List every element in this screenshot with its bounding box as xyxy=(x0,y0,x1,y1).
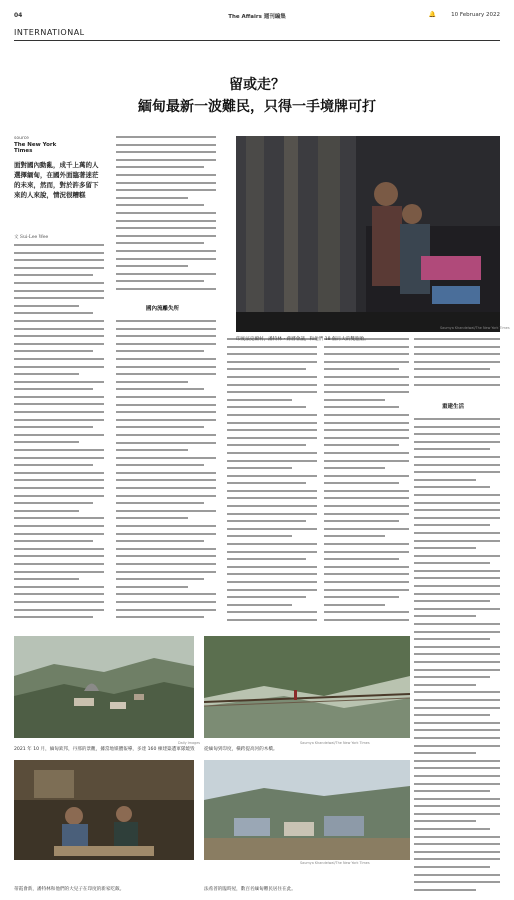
text-line xyxy=(414,615,476,617)
text-line xyxy=(414,433,500,435)
text-line xyxy=(324,368,399,370)
text-line xyxy=(324,452,409,454)
text-line xyxy=(116,288,216,290)
page-header xyxy=(14,10,500,22)
text-line xyxy=(116,434,216,436)
text-line xyxy=(116,328,216,330)
text-line xyxy=(414,384,500,386)
text-line xyxy=(116,601,216,603)
text-line xyxy=(116,366,216,368)
text-line xyxy=(116,548,216,550)
text-line xyxy=(414,562,490,564)
section-rule xyxy=(14,40,500,41)
text-line xyxy=(414,798,500,800)
text-line xyxy=(14,472,104,474)
text-line xyxy=(14,350,93,352)
text-line xyxy=(14,449,104,451)
text-line xyxy=(14,426,93,428)
text-line xyxy=(414,547,476,549)
text-line xyxy=(14,244,104,246)
text-line xyxy=(14,616,93,618)
text-line xyxy=(227,611,317,613)
text-line xyxy=(14,373,79,375)
text-line xyxy=(14,578,79,580)
text-line xyxy=(227,497,317,499)
text-line xyxy=(227,368,306,370)
text-line xyxy=(227,391,317,393)
text-line xyxy=(14,609,104,611)
text-line xyxy=(116,189,216,191)
text-line xyxy=(116,609,216,611)
text-line xyxy=(414,836,500,838)
text-line xyxy=(414,881,500,883)
text-line xyxy=(324,581,409,583)
text-line xyxy=(116,343,216,345)
text-line xyxy=(116,426,204,428)
text-line xyxy=(116,242,204,244)
text-line xyxy=(324,361,409,363)
landscape-photo-caption: 2021 年 10 月，緬甸欽邦，丹那的景觀，據當地媒體報導，多達 160 棟建築遭軍隊燒毀 xyxy=(14,747,195,752)
text-line xyxy=(14,502,93,504)
text-line xyxy=(14,479,104,481)
text-line xyxy=(414,866,490,868)
text-line xyxy=(227,551,317,553)
main-photo-caption: 印度法克爾村，潘特林・蔣曆會議，和他們 18 個月大的雙胞胎。 xyxy=(236,337,369,342)
text-line xyxy=(414,418,500,420)
text-line xyxy=(227,604,292,606)
text-line xyxy=(414,502,500,504)
text-line xyxy=(116,166,204,168)
bell-icon: 🔔 xyxy=(428,11,436,18)
page-number: 04 xyxy=(14,12,23,19)
text-line xyxy=(227,399,292,401)
text-line xyxy=(116,396,216,398)
text-line xyxy=(227,535,292,537)
text-line xyxy=(414,722,500,724)
landscape-photo xyxy=(14,636,194,738)
text-line xyxy=(414,593,500,595)
text-line xyxy=(324,353,409,355)
text-line xyxy=(227,543,317,545)
text-line xyxy=(14,343,104,345)
text-line xyxy=(414,346,500,348)
text-line xyxy=(116,227,216,229)
text-line xyxy=(414,509,500,511)
shelter-photo-caption: 法希普的臨時屋，數百名緬甸難民居住在此。 xyxy=(204,887,296,892)
text-line xyxy=(324,444,399,446)
text-line xyxy=(324,558,399,560)
text-line xyxy=(414,745,500,747)
main-photo xyxy=(236,136,500,332)
text-line xyxy=(414,646,500,648)
text-line xyxy=(116,533,216,535)
text-line xyxy=(414,464,500,466)
text-line xyxy=(414,585,500,587)
text-line xyxy=(14,312,93,314)
text-line xyxy=(324,384,409,386)
text-line xyxy=(116,144,216,146)
text-line xyxy=(414,338,500,340)
text-line xyxy=(414,684,476,686)
text-line xyxy=(324,535,385,537)
text-line xyxy=(116,151,216,153)
text-line xyxy=(414,479,476,481)
text-line xyxy=(14,290,104,292)
text-line xyxy=(324,520,399,522)
text-line xyxy=(116,457,216,459)
subhead-rebuilding-lives: 重建生活 xyxy=(442,404,465,410)
text-line xyxy=(116,593,216,595)
issue-date: 10 February 2022 xyxy=(451,12,500,18)
text-line xyxy=(116,174,216,176)
publication-brand: The Affairs 週刊編集 xyxy=(228,14,286,20)
text-line xyxy=(324,399,385,401)
text-line xyxy=(116,517,188,519)
text-line xyxy=(414,843,500,845)
text-line xyxy=(227,346,317,348)
text-line xyxy=(116,487,216,489)
text-line xyxy=(324,596,399,598)
text-line xyxy=(227,422,317,424)
text-line xyxy=(227,460,317,462)
text-line xyxy=(14,282,104,284)
text-line xyxy=(414,600,490,602)
text-line xyxy=(116,502,204,504)
text-line xyxy=(324,513,409,515)
text-line xyxy=(14,396,104,398)
text-line xyxy=(227,475,317,477)
text-line xyxy=(14,366,104,368)
text-line xyxy=(116,265,188,267)
text-line xyxy=(14,457,104,459)
text-line xyxy=(414,361,500,363)
text-line xyxy=(14,388,93,390)
text-line xyxy=(14,274,93,276)
text-line xyxy=(414,623,500,625)
text-line xyxy=(227,361,317,363)
text-line xyxy=(14,403,104,405)
text-line xyxy=(116,555,216,557)
text-line xyxy=(414,555,500,557)
body-text-col-3 xyxy=(227,338,317,630)
text-line xyxy=(116,563,216,565)
text-line xyxy=(227,437,317,439)
text-line xyxy=(14,464,93,466)
text-line xyxy=(414,874,500,876)
text-line xyxy=(227,482,306,484)
text-line xyxy=(414,577,500,579)
text-line xyxy=(227,467,292,469)
text-line xyxy=(14,563,104,565)
shelter-photo xyxy=(204,760,410,860)
text-line xyxy=(14,555,104,557)
body-text-col-1 xyxy=(14,244,104,630)
text-line xyxy=(414,805,500,807)
text-line xyxy=(14,525,104,527)
bridge-photo-credit: Saumya Khandelwal/The New York Times xyxy=(300,741,370,745)
text-line xyxy=(116,220,216,222)
text-line xyxy=(414,828,490,830)
text-line xyxy=(14,267,104,269)
text-line xyxy=(227,414,317,416)
body-text-col-5 xyxy=(414,418,500,898)
text-line xyxy=(324,422,409,424)
text-line xyxy=(116,586,188,588)
text-line xyxy=(14,586,104,588)
text-line xyxy=(414,851,500,853)
text-line xyxy=(414,783,500,785)
text-line xyxy=(14,548,104,550)
text-line xyxy=(414,532,500,534)
text-line xyxy=(414,638,490,640)
body-text-col-2b xyxy=(116,320,216,630)
text-line xyxy=(14,495,104,497)
text-line xyxy=(324,437,409,439)
text-line xyxy=(324,566,409,568)
text-line xyxy=(116,204,204,206)
text-line xyxy=(414,813,500,815)
text-line xyxy=(116,136,216,138)
text-line xyxy=(116,381,188,383)
text-line xyxy=(414,570,500,572)
text-line xyxy=(324,543,409,545)
bridge-photo xyxy=(204,636,410,738)
text-line xyxy=(414,676,490,678)
text-line xyxy=(227,619,317,621)
text-line xyxy=(14,487,104,489)
text-line xyxy=(324,414,409,416)
text-line xyxy=(414,752,476,754)
text-line xyxy=(227,589,317,591)
text-line xyxy=(414,653,500,655)
text-line xyxy=(414,707,500,709)
text-line xyxy=(324,497,409,499)
text-line xyxy=(116,411,216,413)
text-line xyxy=(116,280,204,282)
text-line xyxy=(116,616,204,618)
text-line xyxy=(414,714,490,716)
body-text-col-4 xyxy=(324,338,409,630)
text-line xyxy=(116,358,216,360)
text-line xyxy=(324,376,409,378)
text-line xyxy=(14,411,104,413)
text-line xyxy=(414,729,500,731)
text-line xyxy=(116,472,216,474)
text-line xyxy=(414,767,500,769)
text-line xyxy=(14,358,104,360)
text-line xyxy=(116,388,204,390)
text-line xyxy=(116,510,216,512)
text-line xyxy=(227,520,306,522)
text-line xyxy=(414,661,500,663)
text-line xyxy=(227,490,317,492)
text-line xyxy=(414,471,500,473)
text-line xyxy=(227,429,317,431)
text-line xyxy=(324,391,409,393)
text-line xyxy=(116,373,216,375)
body-text-col-5a xyxy=(414,338,500,396)
text-line xyxy=(116,335,216,337)
text-line xyxy=(324,619,409,621)
text-line xyxy=(324,604,385,606)
family-meal-photo xyxy=(14,760,194,860)
text-line xyxy=(14,320,104,322)
landscape-photo-credit: Daily Images xyxy=(178,741,201,745)
text-line xyxy=(116,212,216,214)
text-line xyxy=(116,525,216,527)
source-name: The New York Times xyxy=(14,142,57,154)
text-line xyxy=(227,353,317,355)
text-line xyxy=(14,297,104,299)
text-line xyxy=(227,558,306,560)
text-line xyxy=(414,368,490,370)
text-line xyxy=(14,533,104,535)
shelter-photo-credit: Saumya Khandelwal/The New York Times xyxy=(300,861,370,865)
text-line xyxy=(14,252,104,254)
text-line xyxy=(116,273,216,275)
text-line xyxy=(324,490,409,492)
text-line xyxy=(14,305,79,307)
text-line xyxy=(14,517,104,519)
text-line xyxy=(227,452,317,454)
text-line xyxy=(116,479,216,481)
subhead-internal-displacement: 國內流離失所 xyxy=(146,306,180,312)
text-line xyxy=(414,456,500,458)
text-line xyxy=(14,571,104,573)
text-line xyxy=(414,820,476,822)
headline-line-2: 緬甸最新一波難民，只得一手境牌可打 xyxy=(138,99,376,115)
text-line xyxy=(414,691,500,693)
text-line xyxy=(116,540,204,542)
text-line xyxy=(116,258,216,260)
text-line xyxy=(227,406,306,408)
text-line xyxy=(227,384,317,386)
text-line xyxy=(324,475,409,477)
body-text-col-2 xyxy=(116,136,216,296)
text-line xyxy=(414,737,500,739)
byline: 文 Sui-Lee Wee xyxy=(14,235,49,240)
text-line xyxy=(116,578,204,580)
text-line xyxy=(116,350,204,352)
text-line xyxy=(116,159,216,161)
text-line xyxy=(227,528,317,530)
text-line xyxy=(414,441,500,443)
text-line xyxy=(116,250,216,252)
text-line xyxy=(414,669,500,671)
text-line xyxy=(227,513,317,515)
text-line xyxy=(227,596,306,598)
text-line xyxy=(414,517,500,519)
source-credit xyxy=(14,136,74,154)
text-line xyxy=(414,448,490,450)
text-line xyxy=(324,460,409,462)
text-line xyxy=(116,464,204,466)
text-line xyxy=(324,551,409,553)
article-lede: 面對國內動亂，成千上萬的人選擇緬甸，在國外面臨著迷茫的未來，然而，對於許多留下來的人來說，情況很糟糕 xyxy=(14,161,99,199)
text-line xyxy=(414,889,476,891)
text-line xyxy=(324,467,385,469)
text-line xyxy=(324,429,409,431)
text-line xyxy=(14,441,79,443)
text-line xyxy=(414,858,500,860)
text-line xyxy=(14,510,79,512)
text-line xyxy=(116,320,216,322)
text-line xyxy=(116,442,216,444)
text-line xyxy=(324,573,409,575)
text-line xyxy=(324,346,409,348)
text-line xyxy=(414,540,500,542)
family-meal-caption: 蒂霞會新，潘特林和他們的大兒子在印度的新家吃飯。 xyxy=(14,887,125,892)
headline-line-1: 留或走？ xyxy=(229,77,285,93)
text-line xyxy=(324,589,409,591)
text-line xyxy=(414,608,500,610)
section-label: INTERNATIONAL xyxy=(14,28,85,37)
text-line xyxy=(414,486,490,488)
text-line xyxy=(227,505,317,507)
text-line xyxy=(324,611,409,613)
text-line xyxy=(414,790,490,792)
text-line xyxy=(227,444,306,446)
text-line xyxy=(116,182,216,184)
text-line xyxy=(14,328,104,330)
text-line xyxy=(414,760,500,762)
text-line xyxy=(14,381,104,383)
text-line xyxy=(414,775,500,777)
text-line xyxy=(116,197,188,199)
main-photo-credit: Saumya Khandelwal/The New York Times xyxy=(440,326,510,330)
text-line xyxy=(116,235,216,237)
text-line xyxy=(116,449,188,451)
text-line xyxy=(14,601,104,603)
text-line xyxy=(227,376,317,378)
text-line xyxy=(324,505,409,507)
text-line xyxy=(116,404,216,406)
text-line xyxy=(116,571,216,573)
text-line xyxy=(14,593,104,595)
text-line xyxy=(414,494,500,496)
text-line xyxy=(227,573,317,575)
source-label: source xyxy=(14,136,29,141)
text-line xyxy=(227,566,317,568)
text-line xyxy=(116,495,216,497)
bridge-photo-caption: 從緬甸到印度，橫跨提高河的木橋。 xyxy=(204,747,278,752)
text-line xyxy=(414,376,500,378)
text-line xyxy=(414,631,500,633)
text-line xyxy=(14,434,104,436)
text-line xyxy=(14,419,104,421)
text-line xyxy=(414,353,500,355)
text-line xyxy=(414,524,490,526)
text-line xyxy=(324,406,399,408)
text-line xyxy=(14,335,104,337)
text-line xyxy=(14,259,104,261)
text-line xyxy=(116,419,216,421)
text-line xyxy=(324,482,399,484)
text-line xyxy=(227,581,317,583)
text-line xyxy=(324,528,409,530)
text-line xyxy=(414,699,500,701)
text-line xyxy=(414,426,500,428)
text-line xyxy=(14,540,93,542)
